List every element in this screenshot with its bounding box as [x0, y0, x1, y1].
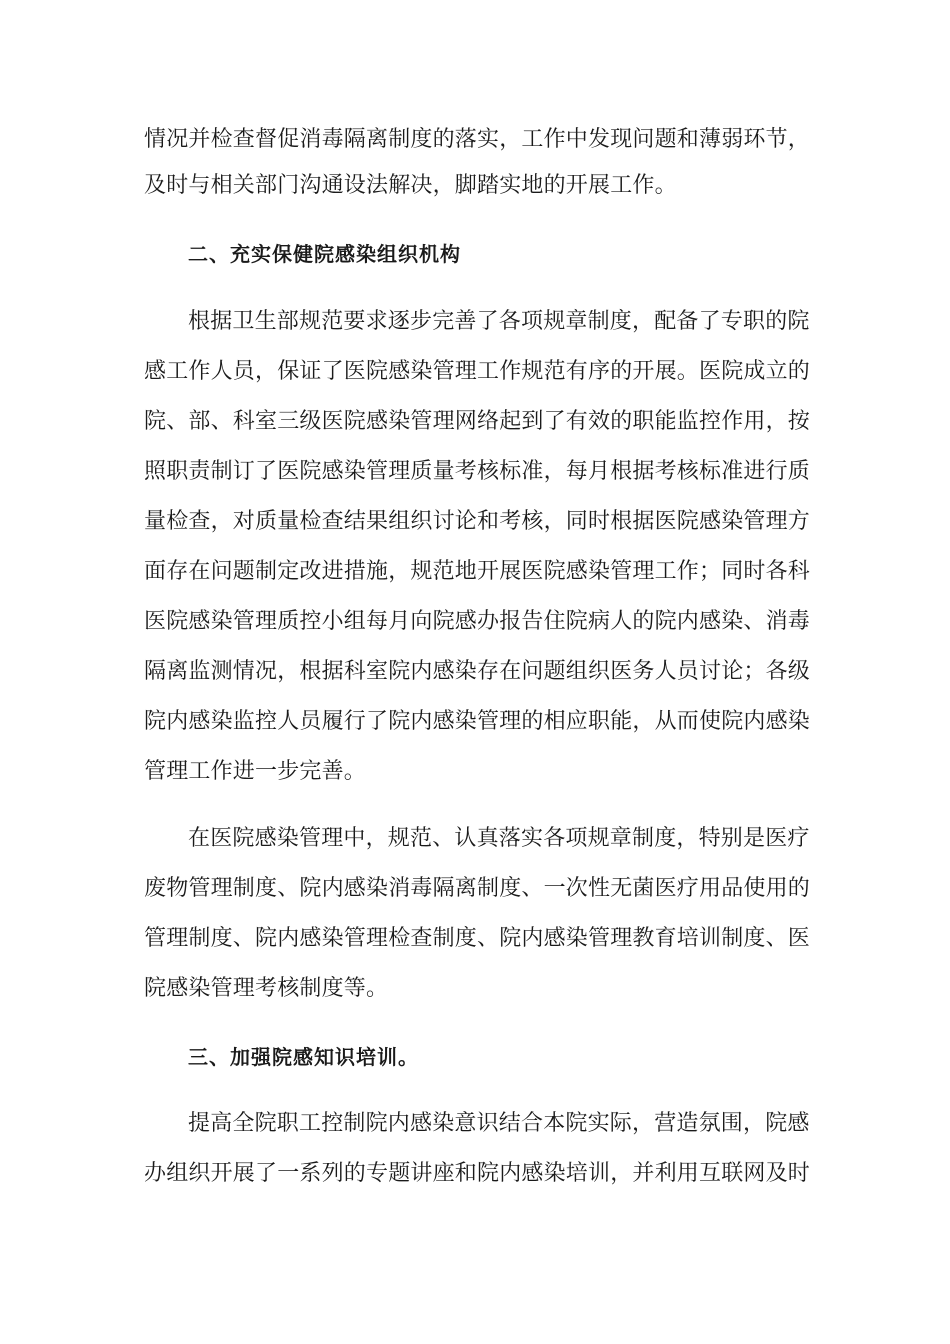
section-3-para-1-line-1: 提高全院职工控制院内感染意识结合本院实际，营造氛围，院感 — [188, 1111, 810, 1136]
section-2-para-2-line-2: 废物管理制度、院内感染消毒隔离制度、一次性无菌医疗用品使用的 — [144, 876, 811, 901]
section-2-para-1-line-7: 医院感染管理质控小组每月向院感办报告住院病人的院内感染、消毒 — [144, 609, 811, 634]
section-2-para-2-line-1: 在医院感染管理中，规范、认真落实各项规章制度，特别是医疗 — [188, 826, 810, 851]
section-2-para-1-line-6: 面存在问题制定改进措施，规范地开展医院感染管理工作；同时各科 — [144, 559, 811, 584]
section-3-para-1-line-2: 办组织开展了一系列的专题讲座和院内感染培训，并利用互联网及时 — [144, 1161, 811, 1186]
section-2-para-1-line-2: 感工作人员，保证了医院感染管理工作规范有序的开展。医院成立的 — [144, 359, 811, 384]
intro-line-2: 及时与相关部门沟通设法解决，脚踏实地的开展工作。 — [144, 173, 677, 198]
section-3-heading: 三、加强院感知识培训。 — [188, 1045, 419, 1069]
intro-line-1: 情况并检查督促消毒隔离制度的落实，工作中发现问题和薄弱环节， — [144, 127, 811, 152]
section-2-para-1-line-5: 量检查，对质量检查结果组织讨论和考核，同时根据医院感染管理方 — [144, 509, 811, 534]
section-2-para-1-line-9: 院内感染监控人员履行了院内感染管理的相应职能，从而使院内感染 — [144, 709, 811, 734]
section-2-para-2-line-4: 院感染管理考核制度等。 — [144, 976, 389, 1001]
section-2-para-1-line-4: 照职责制订了医院感染管理质量考核标准，每月根据考核标准进行质 — [144, 459, 811, 484]
section-2-para-1-line-1: 根据卫生部规范要求逐步完善了各项规章制度，配备了专职的院 — [188, 309, 810, 334]
section-2-para-1-line-8: 隔离监测情况，根据科室院内感染存在问题组织医务人员讨论；各级 — [144, 659, 811, 684]
section-2-para-2-line-3: 管理制度、院内感染管理检查制度、院内感染管理教育培训制度、医 — [144, 926, 811, 951]
section-2-heading: 二、充实保健院感染组织机构 — [188, 242, 461, 266]
section-2-para-1-line-10: 管理工作进一步完善。 — [144, 759, 367, 784]
section-2-para-1-line-3: 院、部、科室三级医院感染管理网络起到了有效的职能监控作用，按 — [144, 409, 811, 434]
